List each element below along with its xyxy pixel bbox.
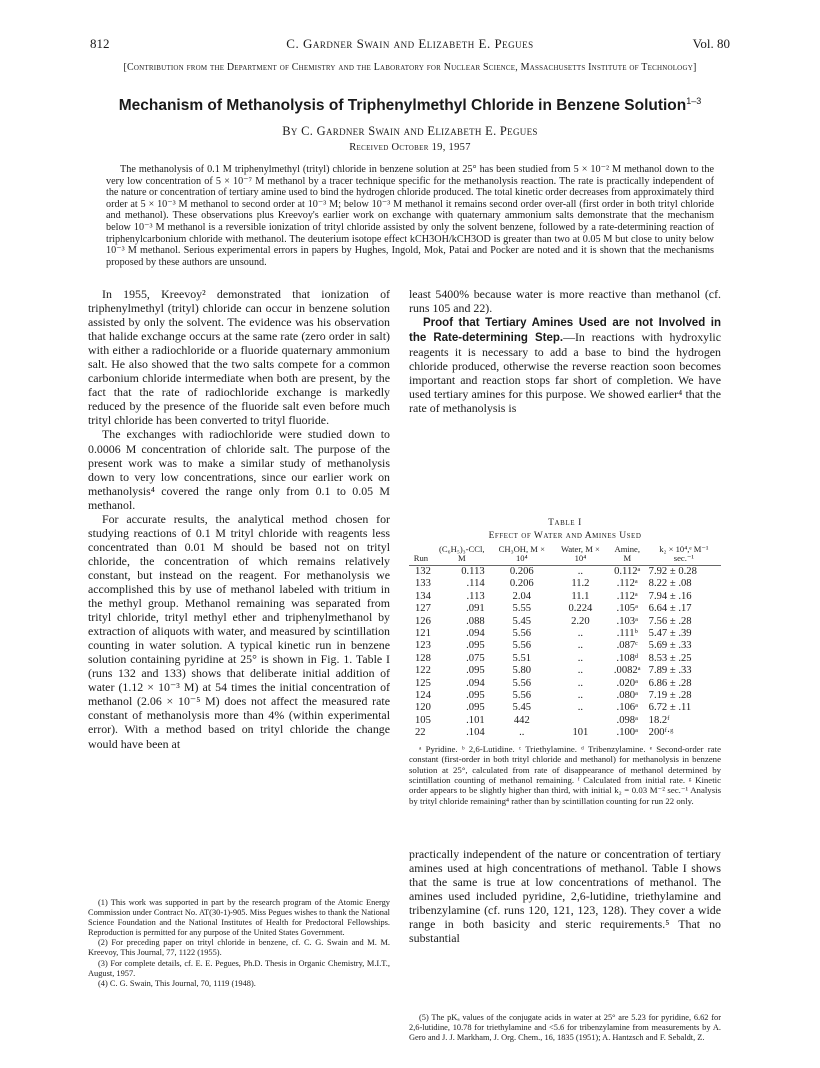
table-cell: 125 — [415, 677, 431, 689]
table-cell: 0.224 — [568, 603, 593, 615]
footnotes-right — [409, 1013, 721, 1043]
column-header: k₂ × 10⁴,ᵉ M⁻¹ sec.⁻¹ — [659, 544, 709, 563]
table-cell: .103ᵃ — [616, 615, 638, 627]
paragraph: In 1955, Kreevoy² demonstrated that ionization of triphenylmethyl (trityl) chloride can occur in benzene solution assisted by only the solvent. The evidence was his observation that halide exchange occurs at the same rate (zero order in salt) with either a radiochloride or a fluoride quaternary ammonium salt. He also showed that the two salts compete for a common carbonium chloride intermediate when both are present, by the fact that the rate of radiochloride exchange is markedly reduced by the presence of the fluoride salt even before much trityl chloride has been converted to trityl fluoride. — [88, 287, 390, 428]
contribution-note: [Contribution from the Department of Chemistry and the Laboratory for Nuclear Science, Massachusetts Institute of Technology] — [123, 62, 697, 73]
table-note: ᵃ Pyridine. ᵇ 2,6-Lutidine. ᶜ Triethylamine. ᵈ Tribenzylamine. ᵉ Second-order rate constant (first-order in both trityl chloride and methanol) for methanolysis in benzene solution at 25°, calculated from rate of disappearance of methanol determined by scintillation counting of methanol remaining. ᶠ Calculated from initial rate. ᵍ Kinetic order appears to be slightly higher than third, with initial k₂ = 0.03 M⁻² sec.⁻¹ Analysis by trityl chloride remaining⁴ rather than by scintillation counting for run 22 only. — [409, 743, 721, 806]
footnote: (5) The pKₐ values of the conjugate acids in water at 25° are 5.23 for pyridine, 6.62 for 2,6-lutidine, 10.78 for triethylamine and <5.6 for tribenzylamine from measurements by A. Gero and J. J. Markham, J. Org. Chem., 16, 1835 (1951); A. Hantzsch and F. Sebaldt, Z. — [409, 1013, 721, 1043]
table-cell: 8.22 ± .08 — [648, 578, 692, 590]
table-row — [409, 591, 721, 603]
table-row — [409, 715, 721, 727]
table-cell: 7.94 ± .16 — [648, 590, 692, 602]
paragraph: For accurate results, the analytical method chosen for studying reactions of 0.1 M trityl chloride with reagents less concentrated than 0.01 M should be based not on trityl chloride, the concentration of which remains relatively constant, but instead on the reagent. For methanolysis we accomplished this by use of methanol labeled with tritium in the methyl group. Methanol remaining was separated from trityl chloride, trityl methyl ether and triphenylmethanol by extraction of aliquots with water, and measured by scintillation counting in water solution. A typical kinetic run in benzene solution containing pyridine at 25° is shown in Fig. 1. Table I (runs 132 and 133) shows that deliberate initial addition of water (1.12 × 10⁻³ M) at 54 times the initial concentration of methanol (2.06 × 10⁻⁵ M) does not affect the measured rate constant of methanolysis more than 4% (within experimental error). With a method based on trityl chloride the change would have been at — [88, 511, 390, 751]
table-cell: 123 — [415, 640, 431, 652]
table-cell: .100ᵃ — [616, 727, 638, 739]
table-row — [409, 566, 721, 579]
footnotes-left — [88, 898, 390, 989]
paragraph: The exchanges with radiochloride were studied down to 0.0006 M concentration of chloride salt. The purpose of the present work was to make a similar study of methanolysis down to very low concentrations, since our earlier work on methanolysis⁴ covered the range only from 0.1 to 0.05 M methanol. — [88, 427, 390, 512]
table-cell: 6.72 ± .11 — [648, 702, 692, 714]
table-cell: .106ᵃ — [616, 702, 638, 714]
table-cell: 5.69 ± .33 — [648, 640, 692, 652]
table-row — [409, 628, 721, 640]
table-row — [409, 690, 721, 702]
volume-label: Vol. 80 — [692, 36, 730, 51]
table-cell: .020ᵃ — [616, 677, 638, 689]
table-cell: 7.56 ± .28 — [648, 615, 692, 627]
table-cell: .112ᵃ — [616, 590, 638, 602]
table-cell: 5.80 — [512, 665, 532, 677]
table-cell: .. — [577, 690, 584, 702]
table-cell: .. — [577, 628, 584, 640]
table-cell: .095 — [466, 690, 485, 702]
abstract: The methanolysis of 0.1 M triphenylmethyl (trityl) chloride in benzene solution at 25° has been studied from 5 × 10⁻² M methanol down to the very low concentration of 5 × 10⁻⁷ M methanol by a tracer technique specific for the methanolysis reaction. The rate is practically independent of the nature or concentration of tertiary amine used to bind the hydrogen chloride produced. The total kinetic order decreases from approximately third order at 5 × 10⁻³ M methanol to second order at 10⁻³ M; below 10⁻³ M methanol it remains second order over-all (first order in both trityl chloride and methanol). These observations plus Kreevoy's earlier work on exchange with quaternary ammonium salts demonstrate that the mechanism below 10⁻³ M methanol is a reversible ionization of trityl chloride assisted by only the solvent benzene, followed by a rate-determining reaction of triphenylcarbonium chloride with methanol. The deuterium isotope effect kCH3OH/kCH3OD is greater than two at 0.05 M but close to unity below 10⁻³ M methanol. Serious experimental errors in papers by Hughes, Ingold, Mok, Patai and Pocker are noted and it is shown that the mechanisms proposed by these authors are unsound. — [106, 164, 714, 268]
table-row — [409, 727, 721, 739]
table-cell: 5.56 — [512, 690, 532, 702]
table-cell: 5.45 — [512, 615, 532, 627]
table-cell: .0082ᵃ — [613, 665, 641, 677]
table-cell: .088 — [466, 615, 485, 627]
table-cell: 124 — [415, 690, 431, 702]
table-cell: 2.04 — [512, 590, 532, 602]
table-cell: .. — [577, 677, 584, 689]
table-cell: .. — [577, 566, 584, 577]
table-cell: .112ᵃ — [616, 578, 638, 590]
column-header: Amine, M — [614, 544, 641, 563]
table-row — [409, 653, 721, 665]
table-cell: .114 — [466, 578, 485, 590]
table-cell: .095 — [466, 702, 485, 714]
table-cell: 0.112ᵃ — [614, 566, 641, 577]
title-text: Mechanism of Methanolysis of Triphenylmethyl Chloride in Benzene Solution — [118, 97, 687, 115]
table-cell: .. — [577, 702, 584, 714]
table-cell: 7.92 ± 0.28 — [648, 566, 697, 577]
column-header: CH₃OH, M × 10⁴ — [498, 544, 545, 563]
table-cell: 122 — [415, 665, 431, 677]
column-header: (C₆H₅)₃-CCl, M — [439, 544, 485, 563]
table-row — [409, 665, 721, 677]
table-cell: .105ᵃ — [616, 603, 638, 615]
table-cell: 105 — [415, 714, 431, 726]
table-cell: 101 — [572, 727, 589, 739]
table-cell: 442 — [513, 714, 530, 726]
table-cell: .. — [577, 665, 584, 677]
title-footnote-ref: 1–3 — [686, 96, 702, 106]
table-cell: 7.19 ± .28 — [648, 690, 692, 702]
table-notes — [409, 744, 721, 806]
table-row — [409, 578, 721, 590]
table-cell: 133 — [415, 578, 431, 590]
table-cell: 18.2ᶠ — [648, 714, 670, 726]
table-row — [409, 616, 721, 628]
paragraph-body: —In reactions with hydroxylic reagents it is necessary to add a base to bind the hydrogen chloride produced, otherwise the reverse reaction soon becomes important and reaction stops far short of completion. We have used tertiary amines for this purpose. We showed earlier⁴ that the rate of methanolysis is — [409, 330, 721, 416]
table-cell: 0.206 — [509, 578, 534, 590]
table-cell: .094 — [466, 677, 485, 689]
left-column — [88, 287, 390, 751]
page-number: 812 — [90, 36, 110, 51]
footnote: (1) This work was supported in part by the research program of the Atomic Energy Commission under Contract No. AT(30-1)-905. Miss Pegues wishes to thank the National Science Foundation and the National Institutes of Health for Predoctoral Fellowships. Reproduction is permitted for any purpose of the United States Government. — [88, 898, 390, 938]
table-cell: .087ᶜ — [616, 640, 638, 652]
table-cell: 5.56 — [512, 640, 532, 652]
table-cell: 0.113 — [461, 566, 485, 577]
table-cell: 121 — [415, 628, 431, 640]
table-cell: .. — [577, 640, 584, 652]
table-cell: 0.206 — [509, 566, 534, 577]
section-heading: Proof that Tertiary Amines Used are not Involved in the Rate-determining Step. — [409, 317, 721, 345]
table-cell: 5.47 ± .39 — [648, 628, 692, 640]
table-cell: .091 — [466, 603, 485, 615]
table-cell: .098ᵃ — [616, 714, 638, 726]
running-head — [90, 36, 730, 54]
byline: By C. Gardner Swain and Elizabeth E. Pegues — [282, 124, 538, 138]
table-row — [409, 678, 721, 690]
table-cell: .. — [519, 727, 525, 739]
table-cell: 22 — [415, 727, 426, 739]
table-cell: 5.56 — [512, 677, 532, 689]
table-cell: 2.20 — [571, 615, 590, 627]
paragraph: practically independent of the nature or concentration of tertiary amines used at high concentrations of methanol. Table I shows that the same is true at low concentrations of methanol. The amines used included pyridine, 2,6-lutidine, triethylamine and tribenzylamine (cf. runs 120, 121, 123, 128). They cover a wide range in both basicity and steric requirements.⁵ That no substantial — [409, 847, 721, 946]
footnote: (2) For preceding paper on trityl chloride in benzene, cf. C. G. Swain and M. M. Kreevoy, This Journal, 77, 1122 (1955). — [88, 938, 390, 958]
table-cell: .095 — [466, 665, 485, 677]
article-title — [90, 96, 730, 115]
table-subtitle: Effect of Water and Amines Used — [488, 531, 642, 541]
right-column — [409, 287, 721, 415]
table-cell: 127 — [415, 603, 431, 615]
table-cell: 5.51 — [512, 652, 532, 664]
table-cell: .. — [577, 652, 584, 664]
table-row — [409, 640, 721, 652]
table-cell: .075 — [466, 652, 485, 664]
paragraph — [409, 315, 721, 415]
table-cell: 6.64 ± .17 — [648, 603, 692, 615]
right-column-continued — [409, 847, 721, 945]
table-cell: .108ᵈ — [616, 652, 639, 664]
table-cell: 126 — [415, 615, 431, 627]
table-cell: .113 — [466, 590, 485, 602]
table-cell: 134 — [415, 590, 431, 602]
table-cell: .111ᵇ — [616, 628, 638, 640]
footnote: (3) For complete details, cf. E. E. Pegues, Ph.D. Thesis in Organic Chemistry, M.I.T., August, 1957. — [88, 958, 390, 978]
table-cell — [553, 715, 608, 727]
paragraph: least 5400% because water is more reactive than methanol (cf. runs 105 and 22). — [409, 287, 721, 316]
table-cell: 132 — [415, 566, 431, 577]
column-header: Run — [413, 553, 429, 563]
table-cell: 200ᶠ·ᵍ — [648, 727, 674, 739]
table-cell: 7.89 ± .33 — [648, 665, 692, 677]
table-title: Table I — [548, 518, 582, 528]
table-cell: .094 — [466, 628, 485, 640]
table-cell: 5.55 — [512, 603, 532, 615]
table-row — [409, 702, 721, 714]
table-cell: 8.53 ± .25 — [648, 652, 692, 664]
table-cell: 11.1 — [571, 590, 590, 602]
table-cell: .101 — [466, 714, 485, 726]
table-cell: 128 — [415, 652, 431, 664]
table-cell: 120 — [415, 702, 431, 714]
table-cell: 6.86 ± .28 — [648, 677, 692, 689]
table-header-row — [409, 545, 721, 566]
table-row — [409, 603, 721, 615]
footnote: (4) C. G. Swain, This Journal, 70, 1119 (1948). — [98, 978, 256, 988]
data-table — [409, 545, 721, 740]
table-cell: 5.56 — [512, 628, 532, 640]
table-cell: .104 — [466, 727, 485, 739]
table-1 — [409, 518, 721, 806]
column-header: Water, M × 10⁴ — [560, 544, 600, 563]
table-cell: 11.2 — [571, 578, 590, 590]
received-date: Received October 19, 1957 — [349, 142, 471, 153]
table-cell: .095 — [466, 640, 485, 652]
running-title: C. Gardner Swain and Elizabeth E. Pegues — [286, 36, 534, 51]
table-cell: 5.45 — [512, 702, 532, 714]
table-cell: .080ᵃ — [616, 690, 638, 702]
